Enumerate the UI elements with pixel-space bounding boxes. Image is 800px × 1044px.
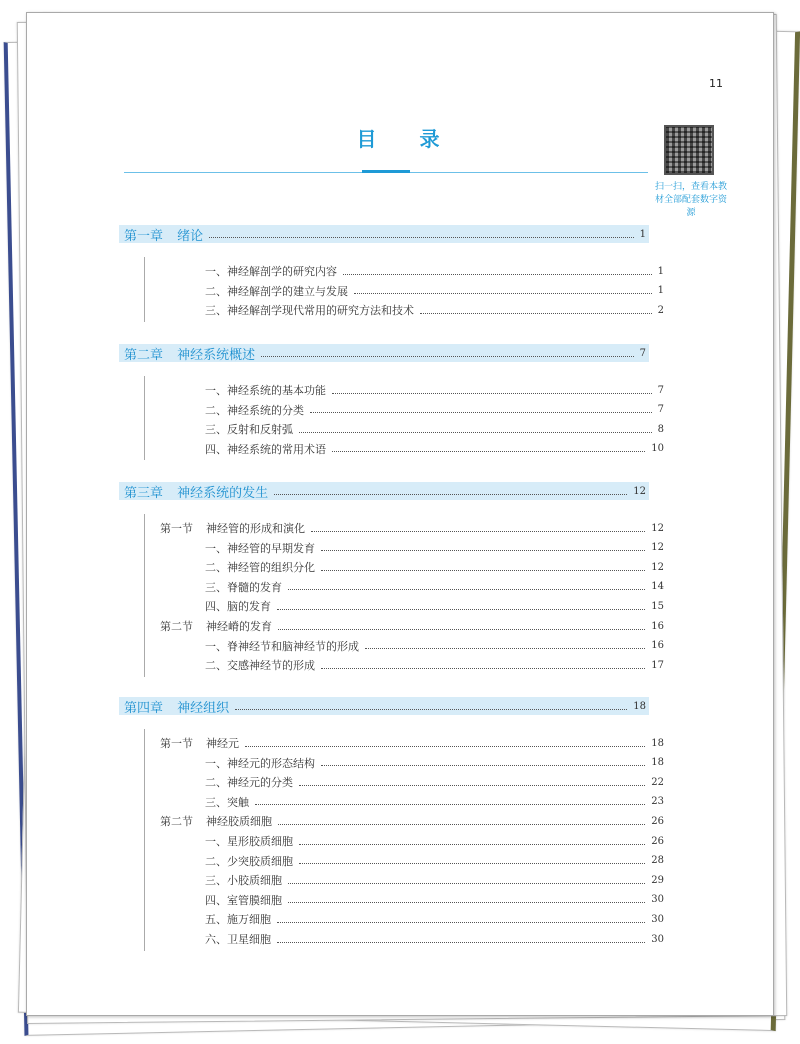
entry-page-number: 23 [651, 796, 664, 808]
toc-item-entry[interactable] [205, 400, 664, 420]
entry-title: 一、脊神经节和脑神经节的形成 [205, 639, 359, 653]
section-number: 第一节 [160, 522, 193, 535]
dot-leader [209, 237, 633, 238]
chapter-title: 第三章 神经系统的发生 [124, 485, 269, 501]
chapter-heading[interactable] [119, 344, 649, 362]
toc-item-entry[interactable] [205, 772, 664, 792]
page-number: 11 [709, 77, 723, 90]
toc-item-entry[interactable] [205, 753, 664, 773]
toc-item-entry[interactable] [205, 557, 664, 577]
dot-leader [332, 451, 645, 452]
chapter-title: 第二章 神经系统概述 [124, 347, 256, 363]
entry-page-number: 18 [651, 737, 664, 749]
chapter-entries [144, 514, 664, 677]
entry-title: 三、突触 [205, 795, 249, 809]
entry-title: 一、神经元的形态结构 [205, 756, 315, 770]
entry-page-number: 12 [651, 561, 664, 573]
entry-title: 二、神经解剖学的建立与发展 [205, 284, 348, 298]
qr-code-icon[interactable] [664, 125, 714, 175]
chapter-page-number: 1 [639, 228, 646, 240]
entry-title: 神经胶质细胞 [206, 815, 272, 829]
title-divider-accent [362, 170, 410, 173]
chapter-entries [144, 257, 664, 322]
entry-title: 一、神经系统的基本功能 [205, 384, 326, 397]
chapter-page-number: 7 [639, 347, 646, 359]
section-number: 第二节 [160, 620, 193, 633]
chapter-title: 第四章 神经组织 [124, 700, 230, 716]
entry-page-number: 1 [657, 285, 664, 297]
entry-page-number: 8 [657, 423, 664, 435]
dot-leader [261, 356, 633, 357]
entry-page-number: 30 [651, 894, 664, 906]
dot-leader [420, 313, 652, 314]
entry-page-number: 16 [651, 620, 664, 632]
entry-page-number: 2 [657, 304, 664, 316]
toc-section-entry[interactable] [160, 518, 664, 538]
entry-title: 四、脑的发育 [205, 600, 271, 614]
dot-leader [277, 609, 645, 610]
dot-leader [245, 746, 645, 747]
toc-item-entry[interactable] [205, 636, 664, 656]
dot-leader [288, 589, 645, 590]
dot-leader [365, 648, 645, 649]
dot-leader [299, 863, 645, 864]
entry-page-number: 18 [651, 757, 664, 769]
entry-page-number: 7 [657, 384, 664, 396]
dot-leader [278, 824, 645, 825]
toc-item-entry[interactable] [205, 870, 664, 890]
dot-leader [311, 531, 645, 532]
dot-leader [321, 765, 645, 766]
toc-item-entry[interactable] [205, 300, 664, 320]
dot-leader [321, 570, 645, 571]
page-title: 目 录 [356, 127, 458, 151]
entry-page-number: 29 [651, 874, 664, 886]
dot-leader [310, 412, 652, 413]
dot-leader [278, 629, 645, 630]
entry-page-number: 14 [651, 581, 664, 593]
entry-title: 神经管的形成和演化 [206, 522, 305, 535]
entry-page-number: 7 [657, 404, 664, 416]
toc-item-entry[interactable] [205, 851, 664, 871]
toc-item-entry[interactable] [205, 439, 664, 459]
entry-title: 一、神经解剖学的研究内容 [205, 265, 337, 278]
toc-section-entry[interactable] [160, 733, 664, 753]
chapter-title: 第一章 绪论 [124, 228, 204, 244]
entry-title: 一、星形胶质细胞 [205, 835, 293, 848]
entry-page-number: 17 [651, 659, 664, 671]
dot-leader [299, 432, 652, 433]
dot-leader [288, 883, 645, 884]
toc-item-entry[interactable] [205, 261, 664, 281]
chapter-entries [144, 729, 664, 951]
toc-item-entry[interactable] [205, 831, 664, 851]
toc-item-entry[interactable] [205, 577, 664, 597]
dot-leader [299, 785, 645, 786]
dot-leader [277, 922, 645, 923]
dot-leader [343, 274, 652, 275]
toc-item-entry[interactable] [205, 792, 664, 812]
entry-title: 二、神经元的分类 [205, 776, 293, 790]
entry-page-number: 12 [651, 522, 664, 534]
toc-item-entry[interactable] [205, 596, 664, 616]
toc-item-entry[interactable] [205, 538, 664, 558]
entry-page-number: 10 [651, 443, 664, 455]
dot-leader [299, 844, 645, 845]
section-number: 第一节 [160, 737, 193, 750]
entry-page-number: 26 [651, 815, 664, 827]
chapter-entries [144, 376, 664, 460]
entry-page-number: 12 [651, 542, 664, 554]
toc-item-entry[interactable] [205, 890, 664, 910]
entry-page-number: 30 [651, 913, 664, 925]
toc-item-entry[interactable] [205, 655, 664, 675]
chapter-page-number: 12 [633, 485, 646, 497]
dot-leader [255, 804, 645, 805]
entry-page-number: 22 [651, 776, 664, 788]
entry-title: 神经嵴的发育 [206, 620, 272, 633]
entry-page-number: 1 [657, 265, 664, 277]
chapter-page-number: 18 [633, 700, 646, 712]
entry-title: 神经元 [206, 737, 239, 750]
entry-title: 三、神经解剖学现代常用的研究方法和技术 [205, 304, 414, 318]
dot-leader [354, 293, 652, 294]
entry-title: 四、神经系统的常用术语 [205, 442, 326, 456]
dot-leader [332, 393, 652, 394]
chapter-heading[interactable] [119, 225, 649, 243]
section-number: 第二节 [160, 815, 193, 829]
entry-page-number: 16 [651, 640, 664, 652]
chapter-heading[interactable] [119, 482, 649, 500]
entry-page-number: 30 [651, 933, 664, 945]
entry-title: 一、神经管的早期发育 [205, 541, 315, 555]
qr-caption: 扫一扫，查看本教材全部配套数字资源 [655, 182, 728, 218]
toc-item-entry[interactable] [205, 419, 664, 439]
entry-title: 三、小胶质细胞 [205, 874, 282, 888]
entry-title: 六、卫星细胞 [205, 933, 271, 946]
dot-leader [321, 550, 645, 551]
entry-title: 五、施万细胞 [205, 913, 271, 927]
dot-leader [277, 942, 645, 943]
dot-leader [321, 668, 645, 669]
entry-page-number: 15 [651, 600, 664, 612]
toc-page [26, 12, 774, 1016]
toc-item-entry[interactable] [205, 929, 664, 949]
entry-page-number: 26 [651, 835, 664, 847]
toc-item-entry[interactable] [205, 909, 664, 929]
entry-title: 二、少突胶质细胞 [205, 854, 293, 868]
entry-title: 四、室管膜细胞 [205, 893, 282, 907]
entry-title: 二、交感神经节的形成 [205, 659, 315, 673]
entry-title: 二、神经管的组织分化 [205, 561, 315, 575]
chapter-heading[interactable] [119, 697, 649, 715]
entry-title: 二、神经系统的分类 [205, 403, 304, 417]
entry-title: 三、脊髓的发育 [205, 580, 282, 594]
toc-section-entry[interactable] [160, 616, 664, 636]
toc-item-entry[interactable] [205, 281, 664, 301]
dot-leader [274, 494, 627, 495]
entry-page-number: 28 [651, 855, 664, 867]
dot-leader [288, 902, 645, 903]
dot-leader [235, 709, 627, 710]
toc-item-entry[interactable] [205, 380, 664, 400]
toc-section-entry[interactable] [160, 811, 664, 831]
entry-title: 三、反射和反射弧 [205, 423, 293, 437]
